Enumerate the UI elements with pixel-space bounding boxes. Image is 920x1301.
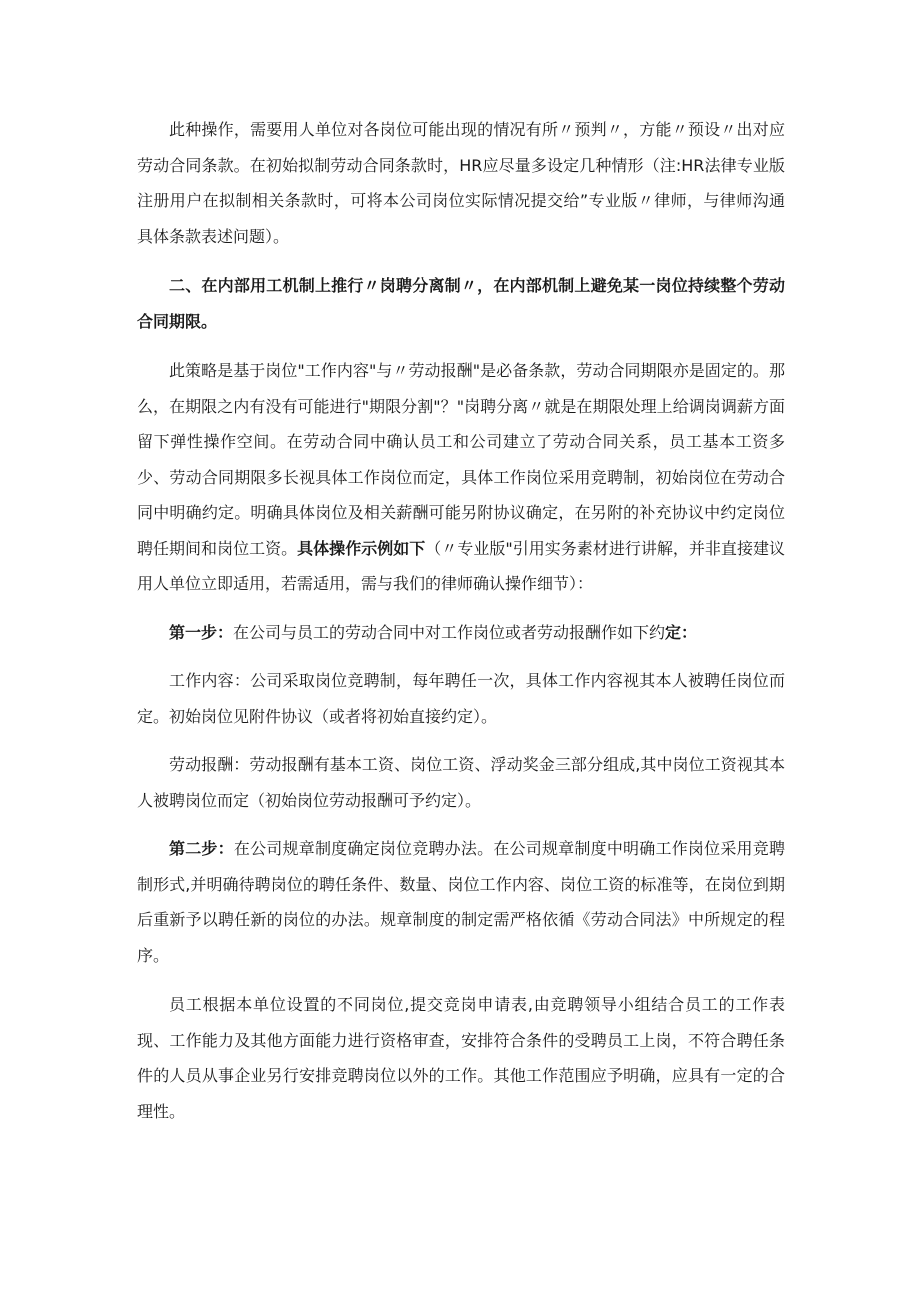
step-1-label: 第一步： [169, 622, 234, 642]
step-2-text: 在公司规章制度确定岗位竞聘办法。在公司规章制度中明确工作岗位采用竞聘制形式,并明确待聘岗位的聘任条件、数量、岗位工作内容、岗位工资的标准等，在岗位到期后重新予以聘任新的岗位的办法。规章制度的制定需严格依循《劳动合同法》中所规定的程序。 [137, 839, 785, 965]
paragraph-strategy [137, 353, 785, 602]
paragraph-step-2 [137, 831, 785, 973]
paragraph-intro: 此种操作，需要用人单位对各岗位可能出现的情况有所〃预判〃，方能〃预设〃出对应劳动合同条款。在初始拟制劳动合同条款时，HR应尽量多设定几种情形（注:HR法律专业版注册用户在拟制相关条款时，可将本公司岗位实际情况提交给”专业版〃律师，与律师沟通具体条款表述问题）。 [137, 120, 785, 246]
step-1-end: 定： [665, 622, 698, 642]
paragraph-step-1 [137, 615, 785, 651]
example-lead: 具体操作示例如下 [297, 538, 426, 558]
strategy-tail: （〃专业版"引用实务素材进行讲解，并非直接建议用人单位立即适用，若需适用，需与我们的律师确认操作细节）： [137, 538, 785, 593]
document-page [137, 112, 785, 1129]
paragraph-work-content: 工作内容：公司采取岗位竞聘制，每年聘任一次，具体工作内容视其本人被聘任岗位而定。初始岗位见附件协议（或者将初始直接约定）。 [137, 671, 785, 726]
strategy-text: 此策略是基于岗位"工作内容"与〃劳动报酬"是必备条款，劳动合同期限亦是固定的。那么，在期限之内有没有可能进行"期限分割"？"岗聘分离〃就是在期限处理上给调岗调薪方面留下弹性操作空间。在劳动合同中确认员工和公司建立了劳动合同关系，员工基本工资多少、劳动合同期限多长视具体工作岗位而定，具体工作岗位采用竞聘制，初始岗位在劳动合同中明确约定。明确具体岗位及相关薪酬可能另附协议确定，在另附的补充协议中约定岗位聘任期间和岗位工资。 [137, 361, 785, 558]
step-1-text: 在公司与员工的劳动合同中对工作岗位或者劳动报酬作如下约 [233, 622, 666, 642]
step-2-label: 第二步： [169, 839, 234, 858]
paragraph-labor-pay: 劳动报酬：劳动报酬有基本工资、岗位工资、浮动奖金三部分组成,其中岗位工资视其本人被聘岗位而定（初始岗位劳动报酬可予约定）。 [137, 755, 785, 810]
paragraph-application: 员工根据本单位设置的不同岗位,提交竞岗申请表,由竞聘领导小组结合员工的工作表现、工作能力及其他方面能力进行资格审查，安排符合条件的受聘员工上岗，不符合聘任条件的人员从事企业另行安排竞聘岗位以外的工作。其他工作范围应予明确，应具有一定的合理性。 [137, 995, 785, 1121]
section-heading-2: 二、在内部用工机制上推行〃岗聘分离制〃，在内部机制上避免某一岗位持续整个劳动合同期限。 [137, 276, 785, 331]
